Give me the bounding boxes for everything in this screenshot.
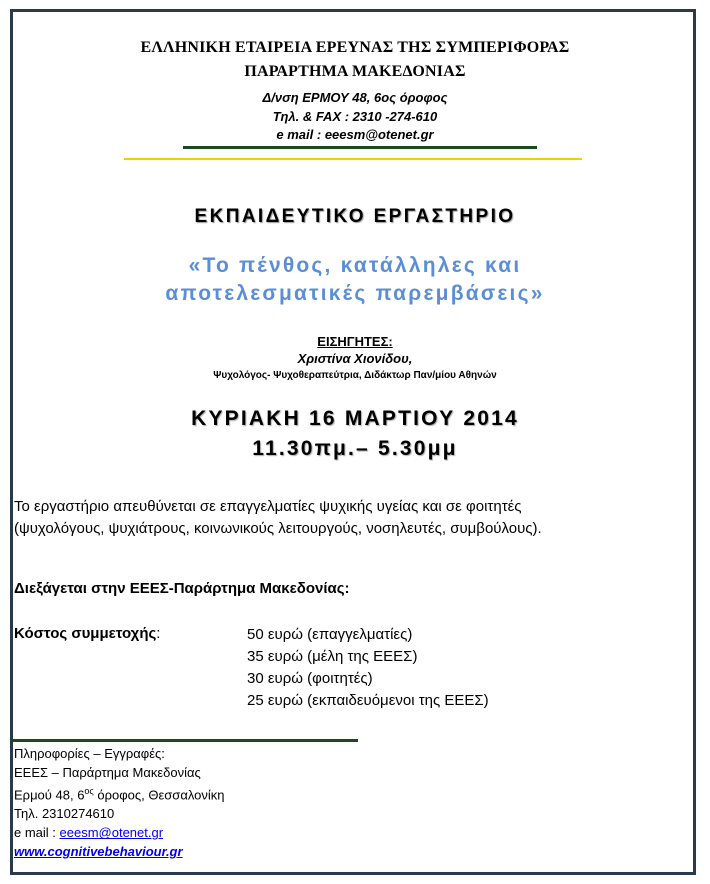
footer-email-link[interactable]: eeesm@otenet.gr: [59, 825, 164, 841]
cost-item: 30 ευρώ (φοιτητές): [247, 670, 373, 687]
event-subtitle-line2: αποτελεσματικές παρεμβάσεις»: [165, 282, 545, 305]
green-divider: [183, 146, 537, 149]
cost-item: 35 ευρώ (μέλη της ΕΕΕΣ): [247, 648, 418, 665]
footer-address-pre: Ερμού 48, 6: [14, 787, 85, 803]
footer-line-branch: ΕΕΕΣ – Παράρτημα Μακεδονίας: [14, 765, 201, 780]
event-date: ΚΥΡΙΑΚΗ 16 ΜΑΡΤΙΟΥ 2014: [191, 407, 519, 430]
org-name-line2: ΠΑΡΑΡΤΗΜΑ ΜΑΚΕΔΟΝΙΑΣ: [244, 63, 466, 80]
cost-item: 25 ευρώ (εκπαιδευόμενοι της ΕΕΕΣ): [247, 692, 489, 709]
footer-info: [14, 744, 414, 861]
footer-email-label: e mail :: [14, 825, 60, 841]
event-subtitle-line1: «Το πένθος, κατάλληλες και: [188, 254, 522, 277]
lecturers-heading: ΕΙΣΗΓΗΤΕΣ:: [317, 334, 393, 349]
cost-label-row: [14, 625, 160, 642]
org-name-line1: ΕΛΛΗΝΙΚΗ ΕΤΑΙΡΕΙΑ ΕΡΕΥΝΑΣ ΤΗΣ ΣΥΜΠΕΡΙΦΟΡΑΣ: [140, 39, 570, 56]
yellow-divider: [124, 158, 582, 160]
cost-colon: :: [156, 625, 161, 642]
event-title: ΕΚΠΑΙΔΕΥΤΙΚΟ ΕΡΓΑΣΤΗΡΙΟ: [194, 206, 516, 227]
footer-line-address: [14, 782, 414, 804]
lecturer-name: Χριστίνα Χιονίδου,: [297, 351, 413, 366]
footer-line-email: [14, 823, 414, 842]
footer-address-post: όροφος, Θεσσαλονίκη: [93, 787, 225, 803]
lecturer-role: Ψυχολόγος- Ψυχοθεραπεύτρια, Διδάκτωρ Παν/μίου Αθηνών: [213, 370, 497, 381]
footer-line-phone: Τηλ. 2310274610: [14, 806, 115, 822]
header-address: Δ/νση ΕΡΜΟΥ 48, 6ος όροφος: [262, 90, 448, 105]
footer-website-link[interactable]: www.cognitivebehaviour.gr: [14, 844, 183, 860]
footer-address-sup: ος: [84, 786, 94, 796]
footer-line-website: [14, 842, 414, 861]
cost-item: 50 ευρώ (επαγγελματίες): [247, 626, 413, 643]
event-time: 11.30πμ.– 5.30μμ: [252, 437, 458, 460]
header-email: e mail : eeesm@otenet.gr: [276, 127, 434, 142]
footer-line-info: Πληροφορίες – Εγγραφές:: [14, 746, 165, 761]
venue-text: Διεξάγεται στην ΕΕΕΣ-Παράρτημα Μακεδονίας:: [14, 580, 350, 597]
footer-divider: [10, 739, 358, 742]
audience-line1: Το εργαστήριο απευθύνεται σε επαγγελματίες ψυχικής υγείας και σε φοιτητές: [14, 498, 522, 515]
audience-line2: (ψυχολόγους, ψυχιάτρους, κοινωνικούς λειτουργούς, νοσηλευτές, συμβούλους).: [14, 520, 542, 537]
header-phone: Τηλ. & FAX : 2310 -274-610: [272, 109, 438, 124]
cost-label: Κόστος συμμετοχής: [14, 625, 157, 642]
